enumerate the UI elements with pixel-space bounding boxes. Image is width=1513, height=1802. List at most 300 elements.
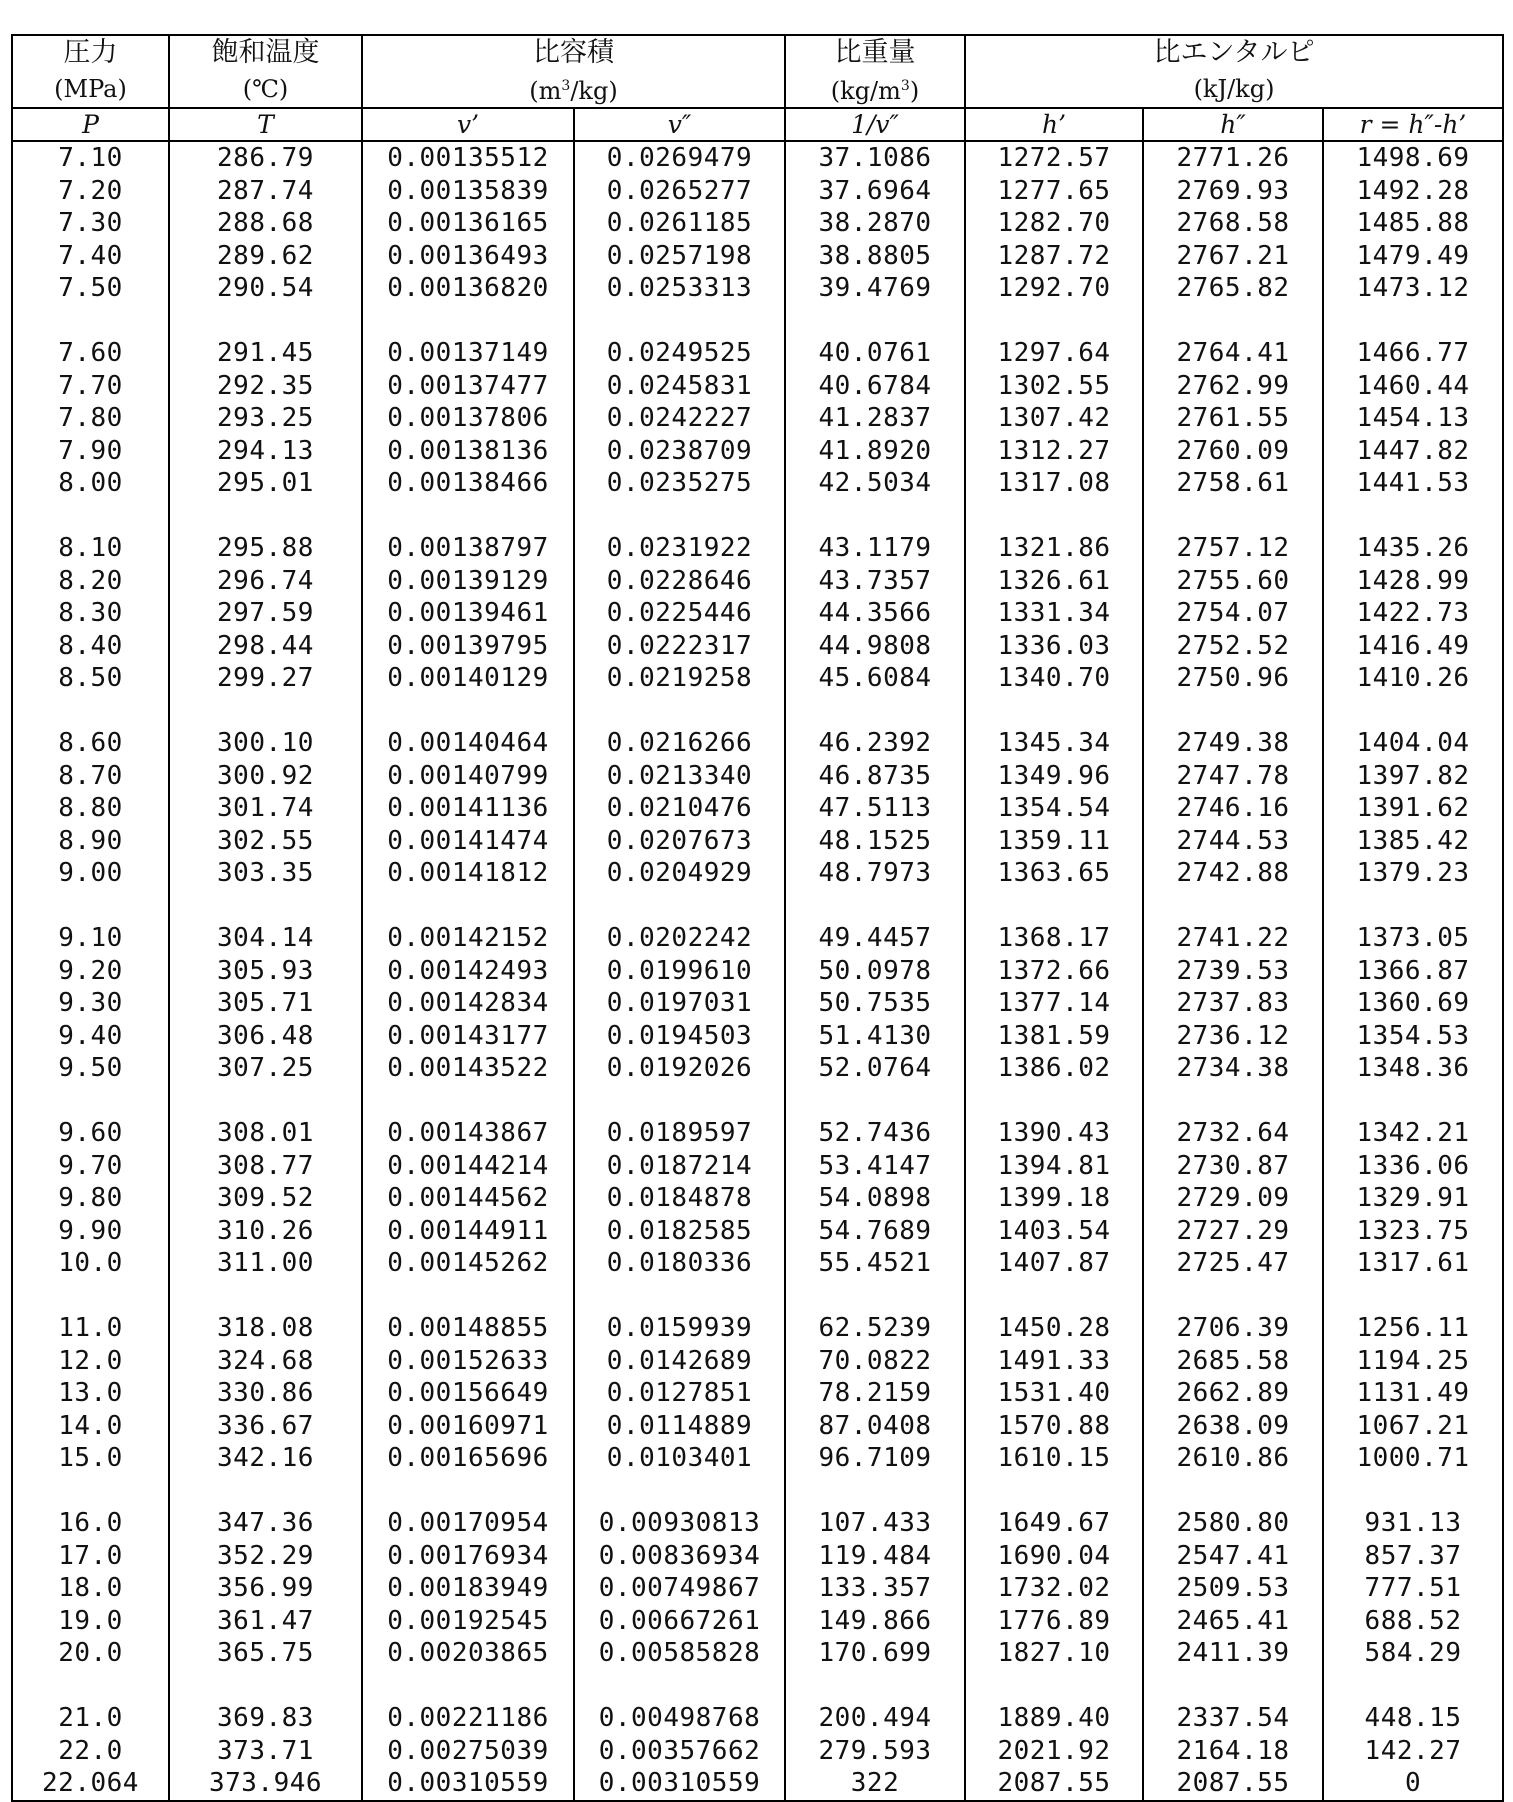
cell-v-liquid: 0.00136820 <box>362 272 574 305</box>
cell-latent-heat: 1391.62 <box>1323 792 1503 825</box>
header-sat-temp-unit: (℃) <box>169 70 362 108</box>
cell-spec-weight: 38.8805 <box>785 240 965 273</box>
cell-spec-weight: 55.4521 <box>785 1247 965 1280</box>
cell-v-liquid: 0.00142834 <box>362 987 574 1020</box>
cell-v-vapor: 0.0204929 <box>574 857 785 890</box>
spacer-cell <box>169 890 362 923</box>
cell-spec-weight: 200.494 <box>785 1702 965 1735</box>
group-spacer <box>12 500 1503 533</box>
cell-spec-weight: 37.6964 <box>785 175 965 208</box>
cell-h-vapor: 2547.41 <box>1143 1540 1323 1573</box>
cell-h-vapor: 2732.64 <box>1143 1117 1323 1150</box>
spacer-cell <box>965 1670 1143 1703</box>
cell-sat-temp: 302.55 <box>169 825 362 858</box>
cell-v-vapor: 0.0142689 <box>574 1345 785 1378</box>
cell-spec-weight: 107.433 <box>785 1507 965 1540</box>
cell-sat-temp: 296.74 <box>169 565 362 598</box>
cell-pressure: 7.90 <box>12 435 169 468</box>
table-row <box>12 565 1503 598</box>
cell-pressure: 8.60 <box>12 727 169 760</box>
cell-spec-weight: 46.2392 <box>785 727 965 760</box>
table-row <box>12 1410 1503 1443</box>
cell-h-liquid: 1450.28 <box>965 1312 1143 1345</box>
cell-sat-temp: 347.36 <box>169 1507 362 1540</box>
spacer-cell <box>574 1475 785 1508</box>
cell-latent-heat: 142.27 <box>1323 1735 1503 1768</box>
cell-v-vapor: 0.0210476 <box>574 792 785 825</box>
spacer-cell <box>12 1475 169 1508</box>
cell-h-vapor: 2465.41 <box>1143 1605 1323 1638</box>
cell-v-vapor: 0.0199610 <box>574 955 785 988</box>
cell-h-vapor: 2744.53 <box>1143 825 1323 858</box>
spacer-cell <box>12 1085 169 1118</box>
cell-v-liquid: 0.00176934 <box>362 1540 574 1573</box>
spacer-cell <box>169 695 362 728</box>
table-row <box>12 727 1503 760</box>
header-spec-weight-name: 比重量 <box>785 35 965 70</box>
cell-latent-heat: 1404.04 <box>1323 727 1503 760</box>
cell-pressure: 11.0 <box>12 1312 169 1345</box>
table-row <box>12 1150 1503 1183</box>
cell-v-liquid: 0.00139129 <box>362 565 574 598</box>
cell-h-liquid: 1390.43 <box>965 1117 1143 1150</box>
cell-h-vapor: 2758.61 <box>1143 467 1323 500</box>
header-spec-weight-unit <box>785 70 965 108</box>
cell-h-vapor: 2739.53 <box>1143 955 1323 988</box>
spacer-cell <box>574 890 785 923</box>
cell-v-liquid: 0.00275039 <box>362 1735 574 1768</box>
table-row <box>12 1637 1503 1670</box>
cell-h-vapor: 2757.12 <box>1143 532 1323 565</box>
cell-h-liquid: 1368.17 <box>965 922 1143 955</box>
cell-h-liquid: 1407.87 <box>965 1247 1143 1280</box>
cell-h-vapor: 2764.41 <box>1143 337 1323 370</box>
cell-h-liquid: 1277.65 <box>965 175 1143 208</box>
table-row <box>12 630 1503 663</box>
cell-h-liquid: 1399.18 <box>965 1182 1143 1215</box>
cell-latent-heat: 1329.91 <box>1323 1182 1503 1215</box>
cell-latent-heat: 1336.06 <box>1323 1150 1503 1183</box>
table-row <box>12 1312 1503 1345</box>
cell-h-liquid: 1272.57 <box>965 141 1143 175</box>
cell-h-vapor: 2755.60 <box>1143 565 1323 598</box>
spacer-cell <box>362 1280 574 1313</box>
cell-latent-heat: 1342.21 <box>1323 1117 1503 1150</box>
cell-spec-weight: 49.4457 <box>785 922 965 955</box>
symbol-pressure: P <box>12 108 169 141</box>
cell-spec-weight: 52.0764 <box>785 1052 965 1085</box>
cell-v-vapor: 0.0242227 <box>574 402 785 435</box>
cell-h-liquid: 1690.04 <box>965 1540 1143 1573</box>
group-spacer <box>12 890 1503 923</box>
table-row <box>12 1377 1503 1410</box>
cell-v-liquid: 0.00148855 <box>362 1312 574 1345</box>
cell-h-vapor: 2734.38 <box>1143 1052 1323 1085</box>
cell-latent-heat: 1422.73 <box>1323 597 1503 630</box>
spacer-cell <box>1323 305 1503 338</box>
cell-spec-weight: 50.7535 <box>785 987 965 1020</box>
cell-sat-temp: 305.93 <box>169 955 362 988</box>
cell-v-liquid: 0.00143867 <box>362 1117 574 1150</box>
cell-pressure: 8.80 <box>12 792 169 825</box>
spacer-cell <box>1143 890 1323 923</box>
cell-spec-weight: 47.5113 <box>785 792 965 825</box>
cell-h-liquid: 1312.27 <box>965 435 1143 468</box>
cell-pressure: 9.30 <box>12 987 169 1020</box>
cell-v-vapor: 0.0114889 <box>574 1410 785 1443</box>
table-row <box>12 955 1503 988</box>
cell-h-liquid: 1649.67 <box>965 1507 1143 1540</box>
cell-pressure: 8.20 <box>12 565 169 598</box>
cell-sat-temp: 310.26 <box>169 1215 362 1248</box>
cell-pressure: 8.70 <box>12 760 169 793</box>
cell-h-vapor: 2164.18 <box>1143 1735 1323 1768</box>
cell-h-vapor: 2706.39 <box>1143 1312 1323 1345</box>
cell-latent-heat: 1348.36 <box>1323 1052 1503 1085</box>
spacer-cell <box>1143 1475 1323 1508</box>
spacer-cell <box>169 1475 362 1508</box>
spacer-cell <box>965 1475 1143 1508</box>
cell-h-liquid: 2021.92 <box>965 1735 1143 1768</box>
spacer-cell <box>1143 1085 1323 1118</box>
group-spacer <box>12 305 1503 338</box>
header-sat-temp-name: 飽和温度 <box>169 35 362 70</box>
cell-latent-heat: 1360.69 <box>1323 987 1503 1020</box>
cell-pressure: 8.00 <box>12 467 169 500</box>
cell-v-vapor: 0.0103401 <box>574 1442 785 1475</box>
steam-table <box>11 34 1504 1802</box>
cell-h-vapor: 2685.58 <box>1143 1345 1323 1378</box>
cell-sat-temp: 298.44 <box>169 630 362 663</box>
table-row <box>12 1247 1503 1280</box>
cell-latent-heat: 931.13 <box>1323 1507 1503 1540</box>
cell-sat-temp: 289.62 <box>169 240 362 273</box>
table-row <box>12 435 1503 468</box>
cell-h-liquid: 1394.81 <box>965 1150 1143 1183</box>
cell-v-vapor: 0.00585828 <box>574 1637 785 1670</box>
group-spacer <box>12 1670 1503 1703</box>
cell-spec-weight: 149.866 <box>785 1605 965 1638</box>
spacer-cell <box>12 500 169 533</box>
spacer-cell <box>169 1280 362 1313</box>
symbol-v-vapor: v″ <box>574 108 785 141</box>
unit-part: ) <box>909 77 920 105</box>
cell-pressure: 13.0 <box>12 1377 169 1410</box>
cell-latent-heat: 1460.44 <box>1323 370 1503 403</box>
spacer-cell <box>1143 1670 1323 1703</box>
cell-sat-temp: 369.83 <box>169 1702 362 1735</box>
cell-latent-heat: 1354.53 <box>1323 1020 1503 1053</box>
cell-sat-temp: 336.67 <box>169 1410 362 1443</box>
spacer-cell <box>965 1280 1143 1313</box>
cell-pressure: 8.50 <box>12 662 169 695</box>
cell-v-liquid: 0.00144562 <box>362 1182 574 1215</box>
cell-v-vapor: 0.0253313 <box>574 272 785 305</box>
symbol-temp: T <box>169 108 362 141</box>
cell-spec-weight: 96.7109 <box>785 1442 965 1475</box>
spacer-cell <box>965 305 1143 338</box>
cell-spec-weight: 48.1525 <box>785 825 965 858</box>
cell-v-liquid: 0.00152633 <box>362 1345 574 1378</box>
spacer-cell <box>785 1280 965 1313</box>
table-row <box>12 1345 1503 1378</box>
spacer-cell <box>12 1280 169 1313</box>
unit-part: (kg/m <box>830 77 901 105</box>
cell-pressure: 9.40 <box>12 1020 169 1053</box>
cell-spec-weight: 48.7973 <box>785 857 965 890</box>
cell-v-liquid: 0.00183949 <box>362 1572 574 1605</box>
cell-v-liquid: 0.00136493 <box>362 240 574 273</box>
cell-spec-weight: 62.5239 <box>785 1312 965 1345</box>
table-row <box>12 922 1503 955</box>
spacer-cell <box>362 500 574 533</box>
cell-v-vapor: 0.0213340 <box>574 760 785 793</box>
cell-v-vapor: 0.00357662 <box>574 1735 785 1768</box>
cell-sat-temp: 373.71 <box>169 1735 362 1768</box>
cell-latent-heat: 0 <box>1323 1767 1503 1801</box>
cell-v-vapor: 0.0192026 <box>574 1052 785 1085</box>
cell-spec-weight: 42.5034 <box>785 467 965 500</box>
spacer-cell <box>785 1670 965 1703</box>
cell-pressure: 9.00 <box>12 857 169 890</box>
group-spacer <box>12 1280 1503 1313</box>
spacer-cell <box>1143 695 1323 728</box>
cell-h-liquid: 1386.02 <box>965 1052 1143 1085</box>
cell-latent-heat: 1385.42 <box>1323 825 1503 858</box>
table-row <box>12 370 1503 403</box>
spacer-cell <box>574 1280 785 1313</box>
cell-h-vapor: 2749.38 <box>1143 727 1323 760</box>
cell-h-liquid: 1732.02 <box>965 1572 1143 1605</box>
header-pressure-unit: (MPa) <box>12 70 169 108</box>
spacer-cell <box>169 1085 362 1118</box>
cell-v-vapor: 0.0202242 <box>574 922 785 955</box>
cell-h-liquid: 1307.42 <box>965 402 1143 435</box>
cell-sat-temp: 308.77 <box>169 1150 362 1183</box>
cell-v-liquid: 0.00137477 <box>362 370 574 403</box>
cell-pressure: 8.10 <box>12 532 169 565</box>
cell-latent-heat: 777.51 <box>1323 1572 1503 1605</box>
cell-sat-temp: 295.88 <box>169 532 362 565</box>
cell-v-liquid: 0.00139795 <box>362 630 574 663</box>
cell-h-liquid: 1570.88 <box>965 1410 1143 1443</box>
cell-h-vapor: 2737.83 <box>1143 987 1323 1020</box>
cell-latent-heat: 1454.13 <box>1323 402 1503 435</box>
table-row <box>12 1052 1503 1085</box>
cell-sat-temp: 294.13 <box>169 435 362 468</box>
cell-pressure: 12.0 <box>12 1345 169 1378</box>
cell-sat-temp: 365.75 <box>169 1637 362 1670</box>
spacer-cell <box>1323 1475 1503 1508</box>
cell-v-vapor: 0.0235275 <box>574 467 785 500</box>
cell-v-vapor: 0.00498768 <box>574 1702 785 1735</box>
cell-spec-weight: 322 <box>785 1767 965 1801</box>
cell-h-liquid: 1292.70 <box>965 272 1143 305</box>
cell-spec-weight: 40.0761 <box>785 337 965 370</box>
cell-h-liquid: 1326.61 <box>965 565 1143 598</box>
cell-spec-weight: 44.3566 <box>785 597 965 630</box>
cell-latent-heat: 1379.23 <box>1323 857 1503 890</box>
cell-h-liquid: 1297.64 <box>965 337 1143 370</box>
cell-v-liquid: 0.00310559 <box>362 1767 574 1801</box>
cell-latent-heat: 1256.11 <box>1323 1312 1503 1345</box>
cell-h-liquid: 2087.55 <box>965 1767 1143 1801</box>
cell-latent-heat: 1317.61 <box>1323 1247 1503 1280</box>
cell-pressure: 16.0 <box>12 1507 169 1540</box>
cell-v-liquid: 0.00141474 <box>362 825 574 858</box>
cell-sat-temp: 291.45 <box>169 337 362 370</box>
cell-sat-temp: 304.14 <box>169 922 362 955</box>
spacer-cell <box>785 305 965 338</box>
table-row <box>12 987 1503 1020</box>
cell-v-vapor: 0.0261185 <box>574 207 785 240</box>
cell-v-liquid: 0.00138466 <box>362 467 574 500</box>
cell-h-liquid: 1381.59 <box>965 1020 1143 1053</box>
cell-pressure: 15.0 <box>12 1442 169 1475</box>
cell-h-liquid: 1317.08 <box>965 467 1143 500</box>
spacer-cell <box>574 695 785 728</box>
table-row <box>12 1735 1503 1768</box>
cell-v-vapor: 0.0189597 <box>574 1117 785 1150</box>
table-row <box>12 1605 1503 1638</box>
spacer-cell <box>1323 695 1503 728</box>
spacer-cell <box>362 305 574 338</box>
table-row <box>12 1702 1503 1735</box>
spacer-cell <box>785 1475 965 1508</box>
table-row <box>12 1572 1503 1605</box>
cell-latent-heat: 1323.75 <box>1323 1215 1503 1248</box>
cell-sat-temp: 290.54 <box>169 272 362 305</box>
symbol-h-vapor: h″ <box>1143 108 1323 141</box>
cell-v-vapor: 0.00749867 <box>574 1572 785 1605</box>
cell-latent-heat: 1194.25 <box>1323 1345 1503 1378</box>
spacer-cell <box>965 1085 1143 1118</box>
spacer-cell <box>12 305 169 338</box>
cell-spec-weight: 44.9808 <box>785 630 965 663</box>
spacer-cell <box>1323 890 1503 923</box>
cell-sat-temp: 356.99 <box>169 1572 362 1605</box>
spacer-cell <box>169 500 362 533</box>
cell-v-vapor: 0.0159939 <box>574 1312 785 1345</box>
cell-sat-temp: 287.74 <box>169 175 362 208</box>
cell-sat-temp: 303.35 <box>169 857 362 890</box>
cell-latent-heat: 1473.12 <box>1323 272 1503 305</box>
spacer-cell <box>965 890 1143 923</box>
cell-pressure: 7.20 <box>12 175 169 208</box>
cell-v-vapor: 0.0180336 <box>574 1247 785 1280</box>
cell-pressure: 7.70 <box>12 370 169 403</box>
cell-pressure: 8.30 <box>12 597 169 630</box>
cell-v-liquid: 0.00143177 <box>362 1020 574 1053</box>
spacer-cell <box>574 305 785 338</box>
cell-pressure: 8.40 <box>12 630 169 663</box>
spacer-cell <box>1323 1280 1503 1313</box>
spacer-cell <box>1143 500 1323 533</box>
cell-pressure: 17.0 <box>12 1540 169 1573</box>
cell-h-vapor: 2746.16 <box>1143 792 1323 825</box>
table-row <box>12 1540 1503 1573</box>
cell-v-liquid: 0.00141812 <box>362 857 574 890</box>
cell-spec-weight: 40.6784 <box>785 370 965 403</box>
cell-latent-heat: 1498.69 <box>1323 141 1503 175</box>
cell-v-liquid: 0.00135839 <box>362 175 574 208</box>
symbol-h-liquid: h’ <box>965 108 1143 141</box>
table-row <box>12 141 1503 175</box>
cell-h-vapor: 2771.26 <box>1143 141 1323 175</box>
cell-pressure: 7.30 <box>12 207 169 240</box>
cell-latent-heat: 1447.82 <box>1323 435 1503 468</box>
cell-v-liquid: 0.00138136 <box>362 435 574 468</box>
cell-pressure: 9.10 <box>12 922 169 955</box>
cell-v-liquid: 0.00140129 <box>362 662 574 695</box>
spacer-cell <box>12 1670 169 1703</box>
table-row <box>12 240 1503 273</box>
cell-sat-temp: 308.01 <box>169 1117 362 1150</box>
cell-v-vapor: 0.00836934 <box>574 1540 785 1573</box>
cell-v-vapor: 0.0238709 <box>574 435 785 468</box>
cell-sat-temp: 352.29 <box>169 1540 362 1573</box>
cell-h-liquid: 1363.65 <box>965 857 1143 890</box>
cell-sat-temp: 288.68 <box>169 207 362 240</box>
cell-sat-temp: 300.92 <box>169 760 362 793</box>
cell-sat-temp: 295.01 <box>169 467 362 500</box>
cell-v-vapor: 0.0182585 <box>574 1215 785 1248</box>
cell-h-vapor: 2736.12 <box>1143 1020 1323 1053</box>
cell-spec-weight: 52.7436 <box>785 1117 965 1150</box>
cell-spec-weight: 54.0898 <box>785 1182 965 1215</box>
cell-v-liquid: 0.00221186 <box>362 1702 574 1735</box>
cell-latent-heat: 448.15 <box>1323 1702 1503 1735</box>
table-row <box>12 597 1503 630</box>
cell-h-vapor: 2750.96 <box>1143 662 1323 695</box>
spacer-cell <box>785 695 965 728</box>
cell-pressure: 22.0 <box>12 1735 169 1768</box>
cell-h-vapor: 2727.29 <box>1143 1215 1323 1248</box>
cell-v-liquid: 0.00142493 <box>362 955 574 988</box>
cell-v-liquid: 0.00165696 <box>362 1442 574 1475</box>
cell-sat-temp: 292.35 <box>169 370 362 403</box>
cell-spec-weight: 54.7689 <box>785 1215 965 1248</box>
spacer-cell <box>1323 1670 1503 1703</box>
cell-sat-temp: 306.48 <box>169 1020 362 1053</box>
cell-pressure: 9.70 <box>12 1150 169 1183</box>
cell-pressure: 20.0 <box>12 1637 169 1670</box>
header-spec-volume-name: 比容積 <box>362 35 785 70</box>
cell-h-liquid: 1403.54 <box>965 1215 1143 1248</box>
cell-sat-temp: 305.71 <box>169 987 362 1020</box>
cell-v-vapor: 0.0216266 <box>574 727 785 760</box>
cell-h-vapor: 2769.93 <box>1143 175 1323 208</box>
cell-v-liquid: 0.00140799 <box>362 760 574 793</box>
table-row <box>12 207 1503 240</box>
cell-pressure: 18.0 <box>12 1572 169 1605</box>
cell-latent-heat: 1067.21 <box>1323 1410 1503 1443</box>
cell-pressure: 7.50 <box>12 272 169 305</box>
spacer-cell <box>362 695 574 728</box>
unit-exponent: 3 <box>561 78 571 94</box>
cell-h-vapor: 2768.58 <box>1143 207 1323 240</box>
cell-latent-heat: 1397.82 <box>1323 760 1503 793</box>
cell-v-vapor: 0.0207673 <box>574 825 785 858</box>
cell-pressure: 7.10 <box>12 141 169 175</box>
cell-h-liquid: 1345.34 <box>965 727 1143 760</box>
cell-pressure: 7.40 <box>12 240 169 273</box>
symbol-spec-weight: 1/v″ <box>785 108 965 141</box>
cell-h-vapor: 2767.21 <box>1143 240 1323 273</box>
table-row <box>12 662 1503 695</box>
cell-h-vapor: 2087.55 <box>1143 1767 1323 1801</box>
cell-spec-weight: 41.2837 <box>785 402 965 435</box>
